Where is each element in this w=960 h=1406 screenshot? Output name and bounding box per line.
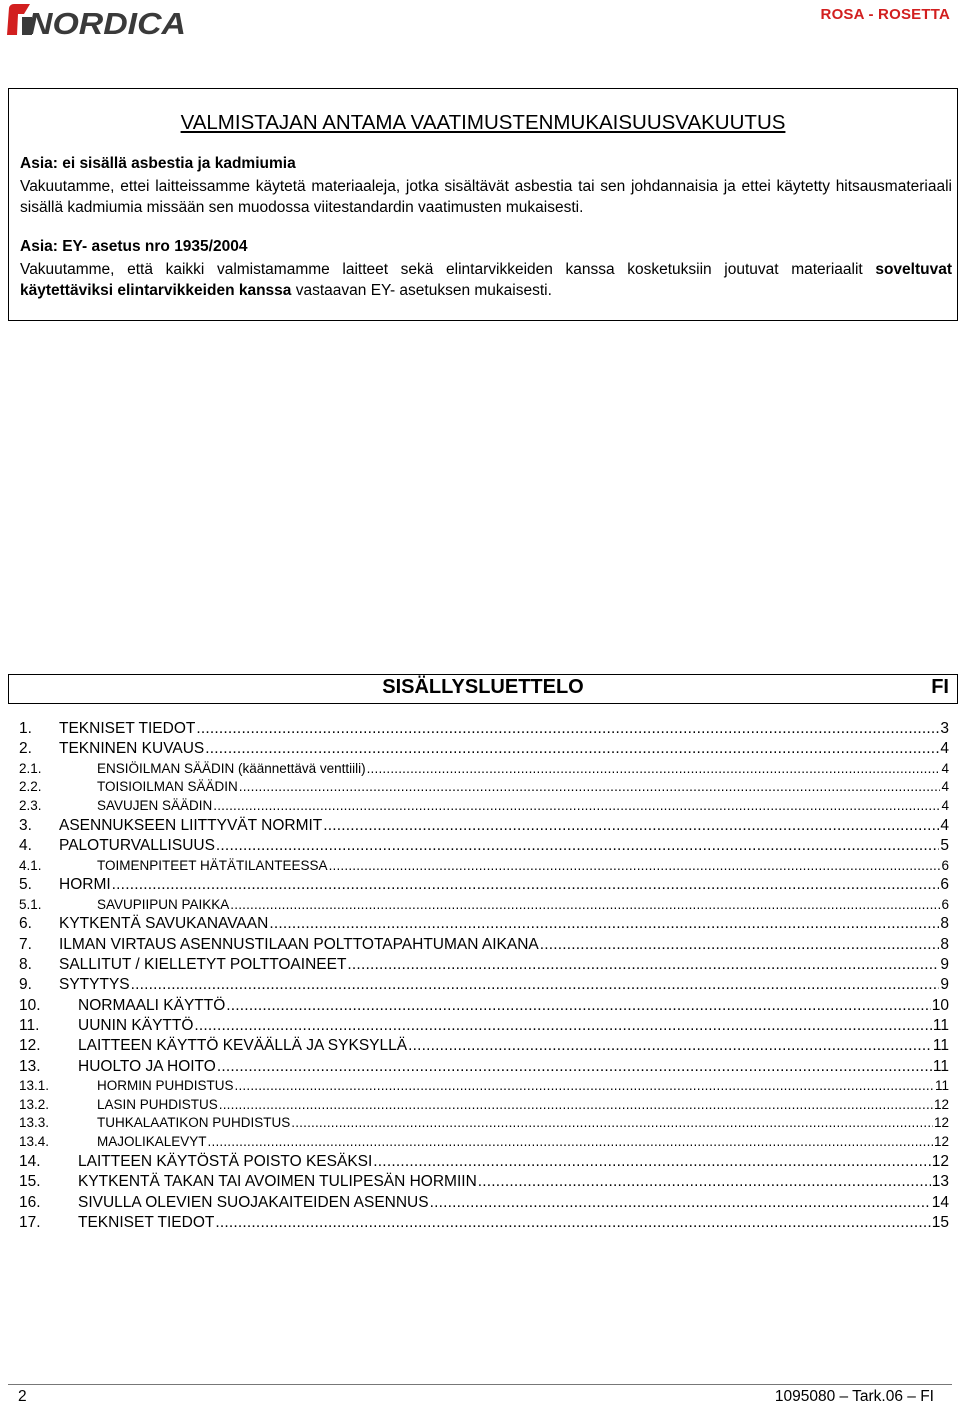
toc-entry-page: 9 — [940, 956, 949, 974]
toc-entry[interactable] — [19, 976, 949, 996]
toc-entry-title: HORMIN PUHDISTUS — [97, 1077, 234, 1093]
toc-dot-leader — [329, 858, 941, 873]
toc-entry-number: 13. — [19, 1057, 41, 1075]
toc-dot-leader — [269, 915, 939, 933]
toc-entry-title: KYTKENTÄ TAKAN TAI AVOIMEN TULIPESÄN HORMIIN — [78, 1173, 477, 1191]
toc-entry-title: TEKNISET TIEDOT — [78, 1213, 215, 1231]
toc-entry[interactable] — [19, 956, 949, 976]
toc-entry-page: 9 — [940, 976, 949, 994]
toc-entry-page: 12 — [933, 1134, 949, 1150]
toc-subentry[interactable] — [19, 761, 949, 780]
toc-entry-title: TOISIOILMAN SÄÄDIN — [97, 779, 238, 795]
toc-entry-number: 13.3. — [19, 1115, 50, 1131]
toc-dot-leader — [408, 1037, 932, 1055]
toc-entry[interactable] — [19, 1153, 949, 1173]
declaration-box — [8, 88, 958, 321]
toc-entry-page: 11 — [932, 1057, 949, 1075]
toc-entry-title: NORMAALI KÄYTTÖ — [78, 996, 226, 1014]
toc-entry-page: 4 — [941, 760, 949, 776]
toc-entry-number: 5.1. — [19, 896, 42, 912]
regulation-text-bold: soveltuvat käytettäviksi elintarvikkeiden kanssa — [20, 261, 952, 299]
document-code: 1095080 – Tark.06 – FI — [774, 1388, 934, 1405]
toc-entry-page: 11 — [932, 1037, 949, 1055]
toc-dot-leader — [219, 1097, 933, 1112]
toc-dot-leader — [291, 1115, 933, 1130]
toc-entry-page: 15 — [931, 1213, 949, 1231]
toc-entry-number: 2.3. — [19, 798, 42, 814]
toc-entry-title: SAVUPIIPUN PAIKKA — [97, 896, 230, 912]
declaration-title: VALMISTAJAN ANTAMA VAATIMUSTENMUKAISUUSVAKUUTUS — [180, 111, 786, 134]
asbestos-text: Vakuutamme, ettei laitteissamme käytetä materiaaleja, jotka sisältävät asbestia tai sen johdannaisia ja ettei käytetty hitsausmateriaali sisällä kadmiumia missään sen muodossa viitestandardin vaatimusten mukaisesti. — [20, 178, 952, 216]
toc-entry-title: LASIN PUHDISTUS — [97, 1096, 218, 1112]
toc-entry-page: 12 — [933, 1096, 949, 1112]
toc-entry-title: SIVULLA OLEVIEN SUOJAKAITEIDEN ASENNUS — [78, 1193, 429, 1211]
toc-entry-page: 12 — [933, 1115, 949, 1131]
toc-entry-title: TOIMENPITEET HÄTÄTILANTEESSA — [97, 857, 328, 873]
nordica-logo — [4, 2, 188, 38]
toc-dot-leader — [430, 1194, 931, 1212]
toc-entry[interactable] — [19, 1058, 949, 1078]
toc-entry-title: TEKNISET TIEDOT — [59, 720, 196, 737]
toc-entry-title: PALOTURVALLISUUS — [59, 837, 215, 855]
toc-dot-leader — [323, 817, 939, 835]
toc-entry-title: KYTKENTÄ SAVUKANAVAAN — [59, 915, 269, 933]
toc-dot-leader — [208, 1134, 933, 1149]
toc-entry-page: 4 — [941, 798, 949, 814]
toc-language: FI — [931, 676, 949, 698]
regulation-text — [20, 259, 952, 301]
toc-entry-title: ENSIÖILMAN SÄÄDIN (käännettävä venttiili) — [97, 760, 366, 776]
toc-dot-leader — [367, 761, 941, 776]
toc-entry-page: 4 — [940, 816, 949, 834]
toc-entry-page: 4 — [941, 779, 949, 795]
toc-entry[interactable] — [19, 1214, 949, 1234]
table-of-contents — [19, 720, 949, 1234]
toc-entry-page: 4 — [940, 740, 949, 758]
toc-subentry[interactable] — [19, 1078, 949, 1097]
svg-text:NORDICA: NORDICA — [28, 6, 186, 38]
toc-entry[interactable] — [19, 915, 949, 935]
toc-entry-title: LAITTEEN KÄYTÖSTÄ POISTO KESÄKSI — [78, 1153, 373, 1171]
toc-entry-page: 6 — [941, 896, 949, 912]
toc-dot-leader — [230, 897, 940, 912]
toc-entry[interactable] — [19, 876, 949, 896]
toc-subentry[interactable] — [19, 779, 949, 798]
toc-entry[interactable] — [19, 936, 949, 956]
toc-dot-leader — [373, 1153, 930, 1171]
toc-entry-page: 6 — [941, 857, 949, 873]
toc-dot-leader — [216, 837, 939, 855]
toc-subentry[interactable] — [19, 798, 949, 817]
toc-entry-number: 13.4. — [19, 1134, 50, 1150]
regulation-heading: Asia: EY- asetus nro 1935/2004 — [20, 238, 248, 255]
toc-dot-leader — [226, 997, 930, 1015]
toc-entry-page: 8 — [940, 915, 949, 933]
toc-dot-leader — [194, 1017, 932, 1035]
toc-entry-number: 8. — [19, 956, 32, 974]
toc-entry-title: SALLITUT / KIELLETYT POLTTOAINEET — [59, 956, 347, 974]
toc-entry-title: TUHKALAATIKON PUHDISTUS — [97, 1115, 291, 1131]
toc-entry[interactable] — [19, 1173, 949, 1193]
toc-entry-number: 7. — [19, 935, 32, 953]
toc-entry[interactable] — [19, 740, 949, 760]
toc-subentry[interactable] — [19, 897, 949, 916]
product-model-title: ROSA - ROSETTA — [820, 6, 950, 23]
toc-entry-number: 13.1. — [19, 1077, 50, 1093]
toc-subentry[interactable] — [19, 1115, 949, 1134]
toc-entry-number: 10. — [19, 996, 41, 1014]
toc-entry-page: 8 — [940, 935, 949, 953]
toc-entry[interactable] — [19, 997, 949, 1017]
toc-header — [8, 674, 958, 704]
toc-entry-number: 17. — [19, 1213, 41, 1231]
toc-entry[interactable] — [19, 1037, 949, 1057]
toc-dot-leader — [131, 976, 940, 994]
toc-title: SISÄLLYSLUETTELO — [382, 676, 584, 698]
toc-entry-page: 13 — [931, 1173, 949, 1191]
asbestos-heading: Asia: ei sisällä asbestia ja kadmiumia — [20, 155, 296, 172]
toc-entry-title: SYTYTYS — [59, 976, 130, 994]
toc-entry-number: 14. — [19, 1153, 41, 1171]
toc-dot-leader — [347, 956, 939, 974]
toc-dot-leader — [112, 876, 940, 894]
page-number: 2 — [18, 1388, 27, 1405]
toc-dot-leader — [478, 1173, 931, 1191]
toc-entry[interactable] — [19, 1017, 949, 1037]
toc-entry-page: 10 — [931, 996, 949, 1014]
toc-dot-leader — [540, 936, 940, 954]
toc-entry-number: 15. — [19, 1173, 41, 1191]
toc-entry-number: 2. — [19, 740, 32, 758]
toc-subentry[interactable] — [19, 1097, 949, 1116]
toc-entry-title: LAITTEEN KÄYTTÖ KEVÄÄLLÄ JA SYKSYLLÄ — [78, 1037, 408, 1055]
toc-entry-number: 5. — [19, 876, 32, 894]
toc-entry-page: 11 — [932, 1016, 949, 1034]
toc-dot-leader — [239, 779, 941, 794]
toc-subentry[interactable] — [19, 858, 949, 877]
toc-entry-number: 9. — [19, 976, 32, 994]
toc-entry-number: 12. — [19, 1037, 41, 1055]
toc-entry-page: 12 — [931, 1153, 949, 1171]
toc-entry[interactable] — [19, 817, 949, 837]
toc-entry-number: 3. — [19, 816, 32, 834]
toc-dot-leader — [235, 1078, 934, 1093]
toc-entry-page: 14 — [931, 1193, 949, 1211]
toc-entry-number: 2.2. — [19, 779, 42, 795]
toc-entry-number: 4.1. — [19, 857, 42, 873]
toc-subentry[interactable] — [19, 1134, 949, 1153]
toc-entry-title: UUNIN KÄYTTÖ — [78, 1016, 194, 1034]
toc-dot-leader — [205, 740, 939, 758]
toc-entry-title: HUOLTO JA HOITO — [78, 1057, 216, 1075]
toc-entry-number: 11. — [19, 1016, 40, 1034]
toc-entry-title: HORMI — [59, 876, 111, 894]
toc-entry-page: 11 — [934, 1077, 949, 1093]
toc-entry-title: SAVUJEN SÄÄDIN — [97, 798, 213, 814]
regulation-text-end: vastaavan EY- asetuksen mukaisesti. — [295, 282, 552, 299]
regulation-text-plain: Vakuutamme, että kaikki valmistamamme laitteet sekä elintarvikkeiden kanssa kosketuksiin joutuvat materiaalit — [20, 261, 863, 278]
toc-dot-leader — [215, 1214, 930, 1232]
toc-entry-number: 1. — [19, 720, 32, 737]
toc-entry-number: 6. — [19, 915, 32, 933]
toc-entry-title: TEKNINEN KUVAUS — [59, 740, 205, 758]
toc-entry-number: 2.1. — [19, 760, 42, 776]
toc-dot-leader — [213, 798, 940, 813]
toc-entry-title: MAJOLIKALEVYT — [97, 1134, 207, 1150]
toc-entry-page: 3 — [940, 720, 949, 737]
toc-entry-title: ASENNUKSEEN LIITTYVÄT NORMIT — [59, 816, 323, 834]
footer-divider — [8, 1384, 952, 1385]
toc-entry[interactable] — [19, 1194, 949, 1214]
toc-entry[interactable] — [19, 720, 949, 740]
toc-entry-number: 16. — [19, 1193, 41, 1211]
toc-entry[interactable] — [19, 837, 949, 857]
toc-entry-number: 13.2. — [19, 1096, 50, 1112]
toc-entry-page: 6 — [940, 876, 949, 894]
toc-entry-number: 4. — [19, 837, 32, 855]
toc-entry-page: 5 — [940, 837, 949, 855]
toc-dot-leader — [217, 1058, 932, 1076]
toc-dot-leader — [196, 720, 939, 738]
toc-entry-title: ILMAN VIRTAUS ASENNUSTILAAN POLTTOTAPAHTUMAN AIKANA — [59, 935, 539, 953]
